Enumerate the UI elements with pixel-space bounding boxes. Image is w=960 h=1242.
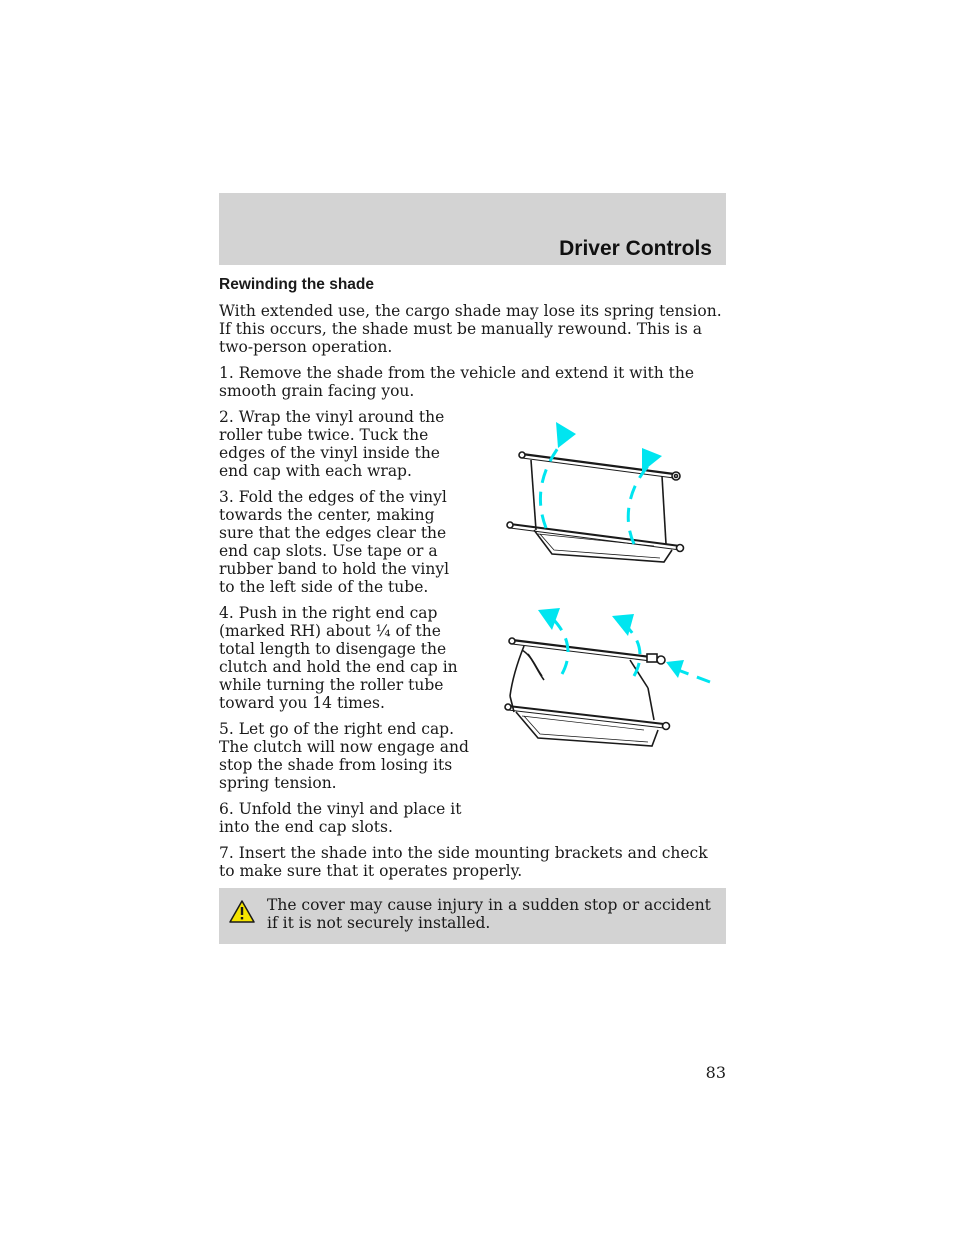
step-5: 5. Let go of the right end cap. The clutch will now engage and stop the shade from losing its spring tension.	[219, 720, 469, 792]
step-3: 3. Fold the edges of the vinyl towards the center, making sure that the edges clear the end cap slots. Use tape or a rubber band to hold the vinyl to the left side of the tube.	[219, 488, 450, 596]
subheading: Rewinding the shade	[219, 276, 375, 293]
step-6: 6. Unfold the vinyl and place it into the end cap slots.	[219, 800, 462, 836]
step-1: 1. Remove the shade from the vehicle and extend it with the smooth grain facing you.	[219, 364, 695, 400]
wrap-vinyl-illustration	[494, 412, 694, 572]
page-number: 83	[705, 1063, 726, 1082]
warning-triangle-icon	[229, 900, 255, 923]
warning-text: The cover may cause injury in a sudden stop or accident if it is not securely installed.	[267, 896, 711, 932]
warning-box	[219, 888, 726, 944]
step-4: 4. Push in the right end cap (marked RH) about ¼ of the total length to disengage the clutch and hold the end cap in while turning the roller tube toward you 14 times.	[219, 604, 458, 712]
step-2: 2. Wrap the vinyl around the roller tube twice. Tuck the edges of the vinyl inside the end cap with each wrap.	[219, 408, 445, 480]
page-content	[219, 276, 726, 944]
step-7: 7. Insert the shade into the side mounting brackets and check to make sure that it operates properly.	[219, 844, 708, 880]
intro-paragraph: With extended use, the cargo shade may lose its spring tension. If this occurs, the shade must be manually rewound. This is a two-person operation.	[219, 302, 722, 356]
header-band	[219, 193, 726, 265]
section-title: Driver Controls	[559, 237, 712, 260]
illustrated-steps	[219, 408, 726, 836]
push-end-cap-illustration	[494, 596, 724, 756]
